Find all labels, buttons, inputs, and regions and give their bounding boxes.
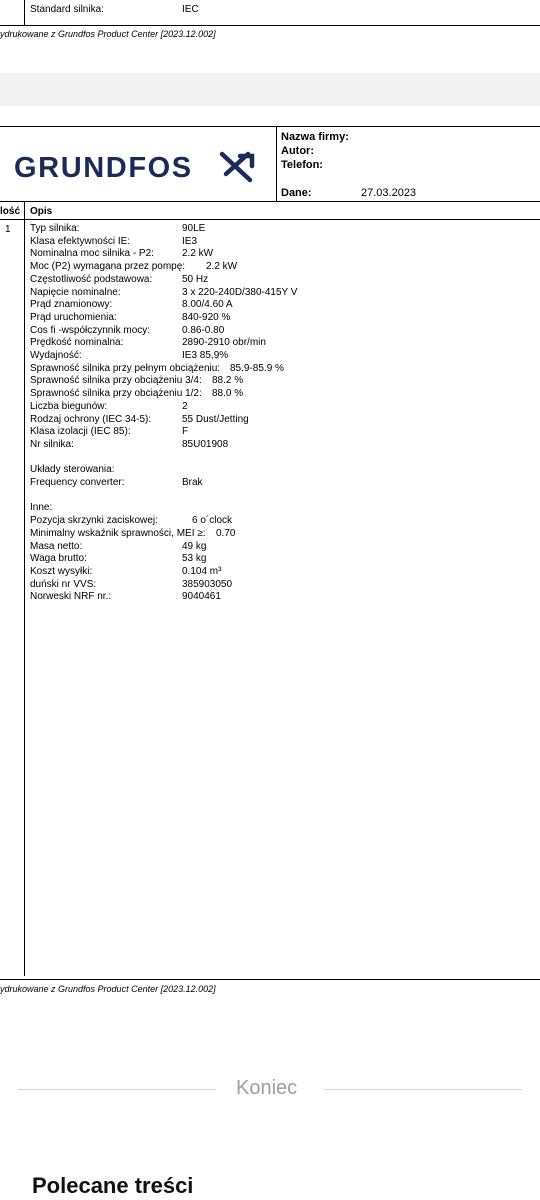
- spec-value: Brak: [182, 477, 203, 488]
- spec-value: IE3 85,9%: [182, 350, 229, 361]
- spec-label: Cos fi -współczynnik mocy:: [30, 324, 151, 336]
- column-qty: lość: [0, 206, 21, 217]
- spec-label: Wydajność:: [30, 350, 82, 361]
- spec-row: [30, 579, 530, 592]
- divider-left: [18, 1089, 216, 1090]
- spec-row: [30, 223, 530, 236]
- spec-row: [30, 236, 530, 249]
- spec-value: 50 Hz: [182, 273, 209, 285]
- spec-value: 2890-2910 obr/min: [182, 337, 266, 349]
- spec-value: 385903050: [182, 578, 233, 590]
- spec-row: [30, 388, 530, 401]
- spec-label: Prąd znamionowy:: [30, 299, 113, 311]
- spec-row: [30, 312, 530, 325]
- spec-label: Standard silnika:: [30, 4, 104, 15]
- divider-right: [324, 1089, 522, 1090]
- spec-row: [30, 502, 530, 515]
- company-name-label: Nazwa firmy:: [281, 131, 349, 143]
- spec-row: [30, 363, 530, 376]
- spec-row: [30, 591, 530, 604]
- spec-label: Rodzaj ochrony (IEC 34-5):: [30, 413, 152, 425]
- spec-value: 88.0 %: [212, 388, 244, 400]
- spec-label: Częstotliwość podstawowa:: [30, 273, 153, 285]
- grundfos-logo: GRUNDFOS: [14, 152, 193, 184]
- date-value: 27.03.2023: [361, 187, 417, 199]
- page-gap: [0, 73, 540, 106]
- spec-value: 88.2 %: [212, 375, 244, 387]
- spec-value: 90LE: [182, 223, 206, 234]
- spec-label: Napięcie nominalne:: [30, 286, 121, 298]
- spec-value: 2.2 kW: [206, 261, 238, 273]
- spec-label: Pozycja skrzynki zaciskowej:: [30, 515, 158, 527]
- author-label: Autor:: [281, 145, 314, 157]
- date-label: Dane:: [281, 187, 312, 199]
- spec-row: [30, 248, 530, 261]
- printed-note: ydrukowane z Grundfos Product Center [2023.12.002]: [0, 29, 216, 39]
- spec-value: 55 Dust/Jetting: [182, 413, 249, 425]
- spec-row: [30, 541, 530, 554]
- spec-row: [30, 515, 530, 528]
- spec-row: [30, 401, 530, 414]
- spec-label: Liczba biegunów:: [30, 400, 108, 412]
- spec-value: 8.00/4.60 A: [182, 299, 233, 311]
- end-label: Koniec: [236, 1077, 298, 1099]
- spec-row: [30, 477, 530, 490]
- spec-row: [30, 426, 530, 439]
- column-description: Opis: [30, 206, 53, 217]
- spec-row: [30, 375, 530, 388]
- spec-row: [30, 553, 530, 566]
- spec-label: Typ silnika:: [30, 223, 80, 234]
- spec-label: Prąd uruchomienia:: [30, 311, 117, 323]
- spec-row: [30, 337, 530, 350]
- spec-label: Sprawność silnika przy obciążeniu 3/4:: [30, 375, 202, 387]
- grundfos-logo-icon: [218, 150, 258, 184]
- spec-label: Waga brutto:: [30, 553, 87, 565]
- spec-label: Prędkość nominalna:: [30, 337, 124, 349]
- spec-value: 2.2 kW: [182, 248, 214, 260]
- spec-value: 49 kg: [182, 540, 207, 552]
- spec-row: [30, 299, 530, 312]
- spec-value: 0.104 m³: [182, 565, 222, 577]
- spec-row: [30, 261, 530, 274]
- spec-label: Nominalna moc silnika - P2:: [30, 248, 154, 260]
- spec-value: 53 kg: [182, 553, 207, 565]
- spec-row: [30, 274, 530, 287]
- spec-value: IE3: [182, 235, 198, 247]
- spec-label: Frequency converter:: [30, 477, 125, 488]
- spec-row: [30, 350, 530, 363]
- spec-row: [30, 287, 530, 300]
- spec-label: Inne:: [30, 502, 53, 514]
- phone-label: Telefon:: [281, 159, 323, 171]
- spec-value: 85U01908: [182, 438, 229, 450]
- spec-label: Klasa izolacji (IEC 85):: [30, 426, 131, 438]
- spec-value: F: [182, 426, 189, 438]
- spec-value: 0.70: [216, 527, 236, 539]
- spec-value: IEC: [182, 4, 199, 15]
- spec-label: Nr silnika:: [30, 438, 74, 450]
- spec-label: Norweski NRF nr.:: [30, 591, 112, 603]
- spec-row: [30, 325, 530, 338]
- spec-value: 6 o´clock: [192, 515, 233, 527]
- spec-value: 9040461: [182, 591, 221, 603]
- spec-label: Klasa efektywności IE:: [30, 235, 131, 247]
- spec-label: Masa netto:: [30, 540, 83, 552]
- spec-label: Sprawność silnika przy pełnym obciążeniu:: [30, 362, 221, 374]
- spec-row: [30, 464, 530, 477]
- spec-value: 0.86-0.80: [182, 324, 225, 336]
- spec-label: Sprawność silnika przy obciążeniu 1/2:: [30, 388, 202, 400]
- spec-label: Układy sterowania:: [30, 464, 115, 476]
- spec-value: 2: [182, 400, 188, 412]
- spec-label: Moc (P2) wymagana przez pompę:: [30, 261, 186, 273]
- spec-row: [30, 452, 530, 465]
- spec-value: 3 x 220-240D/380-415Y V: [182, 286, 298, 298]
- spec-row: [30, 439, 530, 452]
- spec-value: 840-920 %: [182, 311, 231, 323]
- spec-label: Minimalny wskaźnik sprawności, MEI ≥:: [30, 527, 206, 539]
- spec-label: Koszt wysyłki:: [30, 565, 93, 577]
- spec-row: [30, 414, 530, 427]
- spec-row: [30, 566, 530, 579]
- spec-row: [30, 528, 530, 541]
- quantity-cell: 1: [5, 224, 11, 235]
- spec-label: duński nr VVS:: [30, 578, 97, 590]
- recommended-heading: Polecane treści: [32, 1173, 194, 1198]
- spec-value: 85.9-85.9 %: [230, 362, 284, 374]
- printed-note: ydrukowane z Grundfos Product Center [2023.12.002]: [0, 984, 216, 994]
- spec-row: [30, 490, 530, 503]
